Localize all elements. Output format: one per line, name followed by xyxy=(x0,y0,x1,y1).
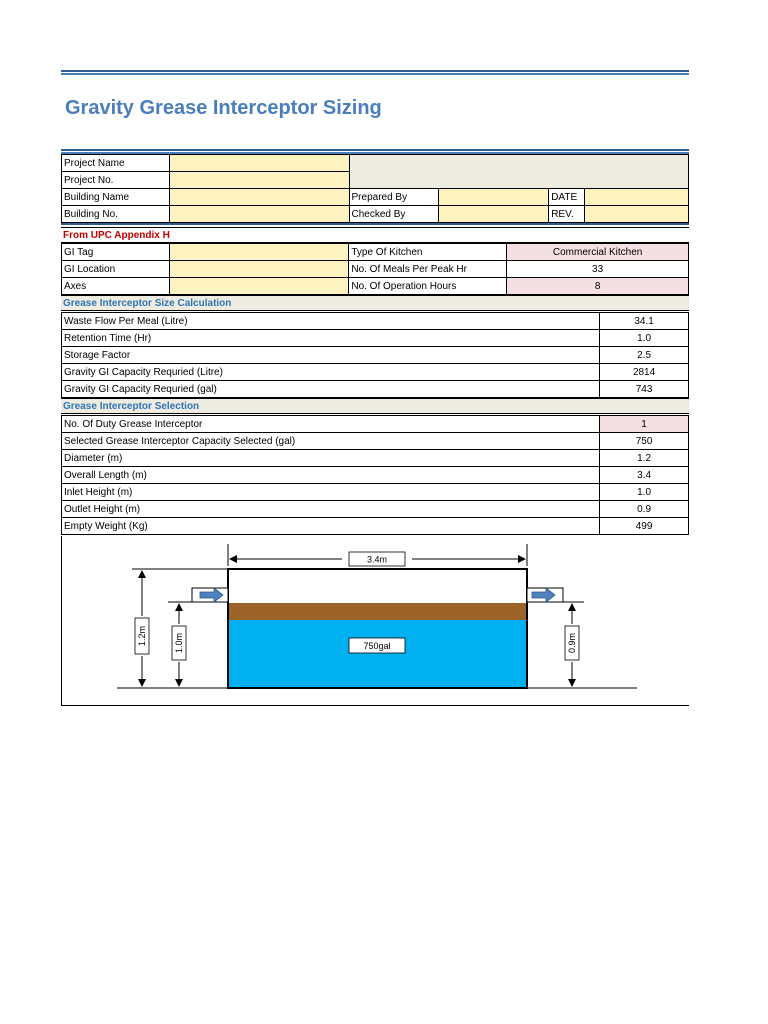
selection-value: 499 xyxy=(600,518,689,535)
selection-label: Diameter (m) xyxy=(62,450,600,467)
project-info-table xyxy=(61,154,689,223)
capacity-label: 750gal xyxy=(363,641,391,651)
project-no-label: Project No. xyxy=(62,172,170,189)
selection-row xyxy=(62,433,689,450)
axes-label: Axes xyxy=(62,278,170,295)
project-name-label: Project Name xyxy=(62,155,170,172)
gi-location-input[interactable] xyxy=(169,261,349,278)
top-rule-secondary xyxy=(61,73,689,75)
length-label: 3.4m xyxy=(366,554,388,565)
calc-heading: Grease Interceptor Size Calculation xyxy=(61,295,689,311)
hours-label: No. Of Operation Hours xyxy=(349,278,507,295)
project-name-input[interactable] xyxy=(169,155,349,172)
selection-value: 1.0 xyxy=(600,484,689,501)
selection-heading: Grease Interceptor Selection xyxy=(61,398,689,414)
grease-layer xyxy=(229,603,526,620)
calc-label: Storage Factor xyxy=(62,347,600,364)
building-name-label: Building Name xyxy=(62,189,170,206)
calc-label: Gravity GI Capacity Requried (Litre) xyxy=(62,364,600,381)
prepared-by-label: Prepared By xyxy=(349,189,439,206)
calc-value: 1.0 xyxy=(600,330,689,347)
project-no-input[interactable] xyxy=(169,172,349,189)
calc-row xyxy=(62,347,689,364)
building-name-input[interactable] xyxy=(169,189,349,206)
calc-row xyxy=(62,364,689,381)
diameter-label: 1.2m xyxy=(137,625,147,647)
calc-row xyxy=(62,313,689,330)
selection-row xyxy=(62,467,689,484)
building-no-label: Building No. xyxy=(62,206,170,223)
blank-info-cell xyxy=(349,155,688,189)
title-rule xyxy=(61,149,689,151)
interceptor-drawing xyxy=(62,536,690,706)
date-input[interactable] xyxy=(585,189,689,206)
page-title: Gravity Grease Interceptor Sizing xyxy=(65,97,382,119)
building-no-input[interactable] xyxy=(169,206,349,223)
selection-value: 1.2 xyxy=(600,450,689,467)
calc-value: 34.1 xyxy=(600,313,689,330)
type-of-kitchen-label: Type Of Kitchen xyxy=(349,244,507,261)
prepared-by-input[interactable] xyxy=(439,189,549,206)
meals-value: 33 xyxy=(507,261,689,278)
calc-value: 2.5 xyxy=(600,347,689,364)
upc-heading: From UPC Appendix H xyxy=(61,227,689,243)
calc-value: 743 xyxy=(600,381,689,398)
axes-input[interactable] xyxy=(169,278,349,295)
calc-label: Waste Flow Per Meal (Litre) xyxy=(62,313,600,330)
calc-value: 2814 xyxy=(600,364,689,381)
checked-by-label: Checked By xyxy=(349,206,439,223)
water-layer xyxy=(229,620,526,687)
outlet-height-label: 0.9m xyxy=(567,632,577,654)
duty-count-input[interactable]: 1 xyxy=(600,416,689,433)
selection-label: Empty Weight (Kg) xyxy=(62,518,600,535)
selection-label: Outlet Height (m) xyxy=(62,501,600,518)
checked-by-input[interactable] xyxy=(439,206,549,223)
selection-label: No. Of Duty Grease Interceptor xyxy=(62,416,600,433)
rev-label: REV. xyxy=(549,206,585,223)
top-rule xyxy=(61,70,689,72)
selection-row xyxy=(62,416,689,433)
selection-row xyxy=(62,450,689,467)
gi-tag-label: GI Tag xyxy=(62,244,170,261)
gi-location-label: GI Location xyxy=(62,261,170,278)
selection-row xyxy=(62,501,689,518)
selection-value: 3.4 xyxy=(600,467,689,484)
calc-label: Retention Time (Hr) xyxy=(62,330,600,347)
meals-label: No. Of Meals Per Peak Hr xyxy=(349,261,507,278)
calc-label: Gravity GI Capacity Requried (gal) xyxy=(62,381,600,398)
gi-tag-input[interactable] xyxy=(169,244,349,261)
date-label: DATE xyxy=(549,189,585,206)
calc-row xyxy=(62,381,689,398)
section-rule xyxy=(61,223,689,225)
interceptor-diagram xyxy=(61,536,689,706)
calc-table xyxy=(61,312,689,398)
selection-table xyxy=(61,415,689,535)
selection-row xyxy=(62,484,689,501)
hours-input[interactable]: 8 xyxy=(507,278,689,295)
upc-table xyxy=(61,243,689,295)
selection-value: 750 xyxy=(600,433,689,450)
inlet-height-label: 1.0m xyxy=(174,632,184,654)
selection-row xyxy=(62,518,689,535)
rev-input[interactable] xyxy=(585,206,689,223)
selection-label: Selected Grease Interceptor Capacity Selected (gal) xyxy=(62,433,600,450)
selection-label: Overall Length (m) xyxy=(62,467,600,484)
selection-value: 0.9 xyxy=(600,501,689,518)
selection-label: Inlet Height (m) xyxy=(62,484,600,501)
type-of-kitchen-select[interactable]: Commercial Kitchen xyxy=(507,244,689,261)
calc-row xyxy=(62,330,689,347)
